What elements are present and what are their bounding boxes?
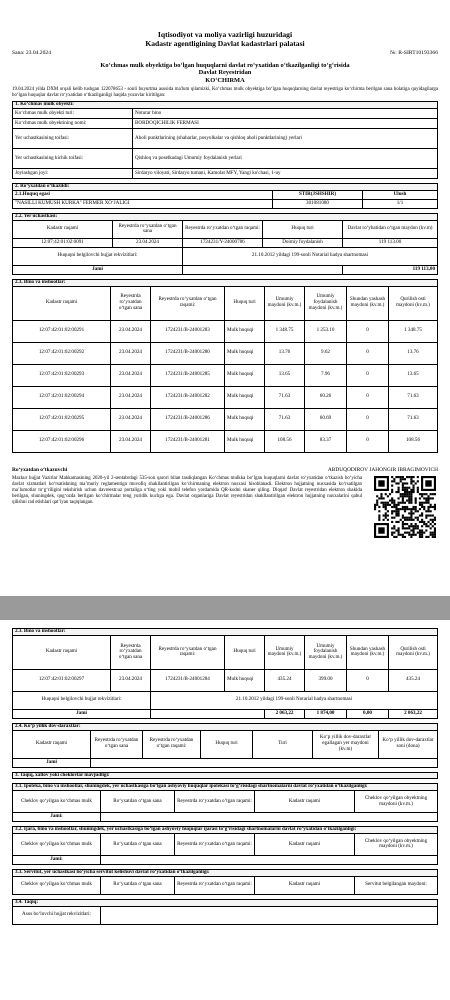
owner-stir: 301081080	[273, 200, 363, 209]
col-header: Huquq turi	[201, 730, 253, 758]
section-3-title: 3. Taqiq, xatlov yoki cheklovlar mavjudligi:	[13, 772, 438, 779]
col-header: Cheklov qo‘yilgan ko‘chmas mulk	[13, 876, 101, 894]
owner-share: 1/1	[363, 200, 438, 209]
col-header: Ro‘yxatdan o‘tgan sana	[101, 876, 175, 894]
issuer-line-1: Iqtisodiyot va moliya vazirligi huzuridagi	[157, 30, 293, 39]
total-label: Jami	[13, 709, 151, 718]
section-2-1-table	[12, 183, 438, 209]
col-header: Ro‘yxatdan o‘tgan sana	[101, 791, 175, 813]
cell: 12:07:42:01:02:0091	[13, 238, 113, 247]
section-2-3-continued-table	[12, 628, 438, 719]
cell: 23.04.2024	[111, 669, 151, 691]
col-header: Turi	[253, 730, 313, 758]
cell: 0	[347, 386, 389, 408]
empty-cell	[183, 265, 343, 274]
col-header: Kadastr raqami	[13, 220, 113, 238]
doc-meta	[0, 48, 450, 56]
cell: 0	[347, 364, 389, 386]
empty-cell	[151, 709, 265, 718]
section-2-3-title: 2.3. Bino va inshootlar:	[13, 279, 438, 286]
col-header: Reyestrda ro‘yxatdan o‘tgan sana	[111, 635, 151, 669]
cell: Mulk huquqi	[225, 320, 265, 342]
document-page-2	[0, 620, 450, 1000]
table-row	[13, 238, 438, 247]
cell: 71.63	[389, 386, 438, 408]
owner-name: "NASILLI KUMUSH KURKA" FERMER XO‘JALIGI	[13, 200, 273, 209]
col-header: Servitut belgilangan maydoni:	[355, 876, 438, 894]
col-header: Ko‘p yillik dov-daraxtlar soni (dona)	[379, 730, 438, 758]
col-header: Huquq turi	[263, 220, 343, 238]
col-header: Reyestrda ro‘yxatdan o‘tgan raqami:	[175, 833, 255, 855]
doc-number: №: R-SIRT10193366	[389, 50, 438, 56]
cell: 12:07:42:01:02:00293	[13, 364, 111, 386]
s1-value: Aholi punktlarining (shaharlar, posyolkalar va qishloq aholi punktlarining) yerlari	[133, 129, 438, 149]
section-2-4-title: 2.4. Ko‘p yillik dov-daraxtlar:	[13, 723, 438, 730]
cell: 108.56	[265, 430, 305, 452]
cell: 12:07:42:01:02:00297	[13, 669, 111, 691]
col-header: Kadastr raqami	[255, 876, 355, 894]
col-header: Shundan yashash maydoni (kv.m.)	[347, 286, 389, 320]
total-label: Jami	[13, 758, 91, 767]
doc-title	[0, 62, 450, 84]
section-2-3-title: 2.3. Bino va inshootlar:	[13, 629, 438, 636]
col-header: Umumiy maydoni (kv.m.)	[265, 286, 305, 320]
intro-paragraph: 19.04.2024 yilda DXM orqali kelib tushgan 122078653 - sonli buyurtma asosida ma'lum qilamizki, Ko‘chmas mulk obyektiga bo‘lgan huquqlarning davlat reyestriga ko‘chirma berilgan sana holatiga quyidagilarga bo‘lgan huquqlar davlat ro‘yxatidan o‘tkazilganligi haqida yozuvlar kiritilgan:	[12, 87, 438, 99]
col-header: Ro‘yxatdan o‘tgan sana	[101, 833, 175, 855]
col-header: Reyestrda ro‘yxatdan o‘tgan sana	[91, 730, 143, 758]
section-3-1-table	[12, 783, 438, 822]
registrar-name: ABDUQODIROV JAHONGIR IBRAGIMOVICH	[327, 466, 438, 473]
col-header: Kadastr raqami	[255, 791, 355, 813]
cell: 435.24	[265, 669, 305, 691]
issuer-line-2: Kadastr agentligining Davlat kadastrlari palatasi	[145, 39, 305, 48]
col-header: Ko‘p yillik dov-daraxtlar egallagan yer maydoni (kv.m)	[313, 730, 379, 758]
stir-header: STIR(JSHSHIR)	[273, 191, 363, 200]
cell: 1724231/B-24001281	[151, 430, 225, 452]
cell: 1724231/B-24001286	[151, 408, 225, 430]
col-header: Shundan yashash maydoni (kv.m.)	[347, 635, 389, 669]
cell: 1724231/B-24001280	[151, 342, 225, 364]
cell: 119 113.00	[343, 238, 438, 247]
legal-note: Mazkur hujjat Vazirlar Mahkamasining 2020-yil 2-sentabrdagi 535-son qarori bilan tasdiqlangan Ko‘chmas mulkka bo‘lgan huquqlarni davlat ro‘yxatidan o‘tkazish bo‘yicha davlat xizmatlari ko‘rsatishning ma’muriy reglamentiga muvofiq shakllantirilgan ko‘chirmaning elektron nusxasi hisoblanadi. Elektron hujjatning nusxasida ko‘rsatilgan ma’lumotlar to‘g‘riligini tekshirish uchun davreestr.uz portaliga o‘ting yoki mobil telefon yordamida QR-kodni skaner qiling. Diqqat! Davlat reyestridan elektron shaklda berilgan, shuningdek, qog‘ozda berilgan ko‘chirmalar teng yuridik kuchga ega. Davlat organlariga Davlat reyestridan shakllantirilgan elektron hujjatning nusxalarini qabul qilishni rad etishlari qat’iyan taqiqlangan.	[12, 475, 362, 505]
col-header: Reyestrda ro‘yxatdan o‘tgan raqami:	[151, 635, 225, 669]
section-3-2-title: 3.2. Ijara, bino va inshootlar, shuningdek, yer uchastkasiga bo‘lgan ashyoviy huquqlar ijarasi to‘g‘risidagi shartnomalarni davlat ro‘yxatidan o‘tkazilganligi:	[13, 827, 438, 834]
col-header: Qurilish osti maydoni (kv.m.)	[389, 286, 438, 320]
cell: 71.63	[265, 386, 305, 408]
col-header: Reyestrda ro‘yxatdan o‘tgan sana	[111, 286, 151, 320]
cell: Doimiy foydalanish	[263, 238, 343, 247]
s1-label: Yer uchastkasining toifasi:	[13, 129, 133, 149]
col-header: Huquq turi	[225, 635, 265, 669]
col-header: Kadastr raqami	[13, 286, 111, 320]
table-row	[13, 408, 438, 430]
col-header: Kadastr raqami	[13, 635, 111, 669]
col-header: Cheklov qo‘yilgan obyektning maydoni (kv.m.)	[355, 791, 438, 813]
cell: 1724231/B-24001284	[151, 669, 225, 691]
cell: 13.76	[265, 342, 305, 364]
table-row	[13, 386, 438, 408]
table-row	[13, 342, 438, 364]
col-header: Umumiy maydoni (kv.m.)	[265, 635, 305, 669]
s1-label: Ko‘chmas mulk obyektining nomi:	[13, 119, 133, 129]
doc-requisites-value: 21.10.2012 yildagi 199-sonli Notarial hadya shartnomasi	[151, 691, 438, 709]
cell: 12:07:42:01:02:00296	[13, 430, 111, 452]
cell: 60.26	[305, 386, 347, 408]
section-2-3-table	[12, 279, 438, 453]
section-3-3-title: 3.3. Servitut, yer uchastkasi bo‘yicha servitut kelishuvi davlat ro‘yxatidan o‘tkazilganligi:	[13, 869, 438, 876]
cell: Mulk huquqi	[225, 386, 265, 408]
table-row	[13, 669, 438, 691]
page-separator	[0, 596, 450, 620]
total-value: 1 874,00	[305, 709, 347, 718]
col-header: Reyestrda ro‘yxatdan o‘tgan sana	[113, 220, 183, 238]
section-1-title: 1. Ko‘chmas mulk obyekti:	[13, 102, 438, 109]
s1-value: Noturar bino	[133, 109, 438, 119]
section-3-4-title: 3.4. Taqiq:	[13, 899, 438, 906]
total-value: 119 113,00	[343, 265, 438, 274]
cell: 13.65	[389, 364, 438, 386]
section-2-title: 2. Ro‘yxatdan o‘tkazildi:	[13, 184, 438, 191]
doc-title-line-3: KO‘CHIRMA	[205, 76, 245, 84]
cell: 13.65	[265, 364, 305, 386]
empty-cell	[101, 906, 438, 924]
cell: 23.04.2024	[111, 342, 151, 364]
col-header: Reyestrda ro‘yxatdan o‘tgan raqami:	[151, 286, 225, 320]
cell: 23.04.2024	[111, 320, 151, 342]
col-header: Davlat ro‘yhatidan o‘tgan maydon (kv.m)	[343, 220, 438, 238]
cell: 13.76	[389, 342, 438, 364]
cell: 12:07:42:01:02:00292	[13, 342, 111, 364]
table-row	[13, 364, 438, 386]
cell: 23.04.2024	[111, 430, 151, 452]
doc-title-line-2: Davlat Reyestridan	[198, 69, 252, 77]
empty-cell	[101, 813, 438, 822]
total-label: Jami	[13, 265, 183, 274]
col-header: Qurilish osti maydoni (kv.m.)	[389, 635, 438, 669]
cell: 1724231/B-24001283	[151, 320, 225, 342]
section-2-4-table	[12, 723, 438, 768]
cell: 0	[347, 320, 389, 342]
cell: 7.96	[305, 364, 347, 386]
col-header: Cheklov qo‘yilgan obyektning maydoni (kv.m.)	[355, 833, 438, 855]
cell: 71.63	[265, 408, 305, 430]
cell: 0	[347, 342, 389, 364]
total-label: Jami:	[13, 813, 101, 822]
cell: 23.04.2024	[111, 386, 151, 408]
cell: 12:07:42:01:02:00294	[13, 386, 111, 408]
section-1-table	[12, 101, 438, 179]
s1-value: BORDOQICHILIK FERMASI	[133, 119, 438, 129]
section-3-2-table	[12, 826, 438, 865]
cell: 1724231/Y-24000786	[183, 238, 263, 247]
cell: 1724231/B-24001285	[151, 364, 225, 386]
col-header: Cheklov qo‘yilgan ko‘chmas mulk	[13, 833, 101, 855]
cell: 435.24	[389, 669, 438, 691]
total-label: Jami:	[13, 855, 101, 864]
cell: 12:07:42:01:02:00295	[13, 408, 111, 430]
signature-block	[0, 467, 450, 473]
cell: 0	[347, 430, 389, 452]
table-row	[13, 430, 438, 452]
section-2-2-title: 2.2. Yer uchastkasi:	[13, 214, 438, 221]
cell: 1 253.10	[305, 320, 347, 342]
cell: 12:07:42:01:02:00291	[13, 320, 111, 342]
empty-cell	[101, 855, 438, 864]
col-header: Reyestrda ro‘yxatdan o‘tgan raqami:	[183, 220, 263, 238]
col-header: Cheklov qo‘yilgan ko‘chmas mulk	[13, 791, 101, 813]
cell: 23.04.2024	[113, 238, 183, 247]
cell: Mulk huquqi	[225, 408, 265, 430]
col-header: Kadastr raqami	[255, 833, 355, 855]
col-header: Umumiy foydalanish maydoni (kv.m.)	[305, 635, 347, 669]
cell: 108.56	[389, 430, 438, 452]
doc-requisites-label: Huquqni belgilovchi hujjat rekvizitlari:	[13, 247, 183, 265]
doc-date: Sana: 23.04.2024	[12, 50, 51, 56]
cell: 0	[347, 408, 389, 430]
cell: 83.37	[305, 430, 347, 452]
cell: 23.04.2024	[111, 364, 151, 386]
section-3-1-title: 3.1. Ipoteka, bino va inshootlar, shuningdek, yer uchastkasiga bo‘lgan ashyoviy huquqlar ipotekasi to‘g‘risidagi shartnomalarni davlat ro‘yxatidan o‘tkazilganligi:	[13, 784, 438, 791]
doc-requisites-value: 21.10.2012 yildagi 199-sonli Notarial hadya shartnomasi	[183, 247, 438, 265]
qr-code-icon	[374, 476, 436, 538]
col-header: Reyestrda ro‘yxatdan o‘tgan raqami:	[175, 876, 255, 894]
share-header: Ulush	[363, 191, 438, 200]
table-row	[13, 320, 438, 342]
cell: 1 348.75	[389, 320, 438, 342]
col-header: Kadastr raqami	[13, 730, 91, 758]
owner-header: 2.1.Huquq egasi	[13, 191, 273, 200]
basis-doc-label: Asos bo‘luvchi hujjat rekvizitlari:	[13, 906, 101, 924]
s1-label: Yer uchastkasining kichik toifasi:	[13, 149, 133, 169]
s1-value: Qishloq va poselkadagi Umumiy foydalanish yerlari	[133, 149, 438, 169]
total-value: 0,00	[347, 709, 389, 718]
empty-cell	[91, 758, 438, 767]
s1-value: Sirdaryo viloyati, Sirdaryo tumani, Kamolat MFY, Yangi ko'chasi, 1-uy	[133, 169, 438, 179]
cell: 1724231/B-24001282	[151, 386, 225, 408]
total-value: 2 063,22	[389, 709, 438, 718]
cell: 23.04.2024	[111, 408, 151, 430]
col-header: Reyestrda ro‘yxatdan o‘tgan raqami:	[143, 730, 201, 758]
cell: Mulk huquqi	[225, 342, 265, 364]
cell: 399.00	[305, 669, 347, 691]
cell: 0	[347, 669, 389, 691]
legal-note-wrap	[0, 476, 450, 538]
s1-label: Joylashgan joyi:	[13, 169, 133, 179]
cell: 1 348.75	[265, 320, 305, 342]
cell: Mulk huquqi	[225, 669, 265, 691]
doc-requisites-label: Huquqni belgilovchi hujjat rekvizitlari:	[13, 691, 151, 709]
section-2-2-table	[12, 213, 438, 275]
cell: 71.63	[389, 408, 438, 430]
cell: Mulk huquqi	[225, 430, 265, 452]
doc-title-line-1: Ko‘chmas mulk obyektiga bo‘lgan huquqlarni davlat ro‘yxatidan o‘tkazilganligi to‘g‘risida	[100, 62, 350, 69]
registrar-label: Ro‘yxatdan o‘tkazuvchi	[12, 466, 68, 473]
section-3-3-table	[12, 869, 438, 895]
col-header: Huquq turi	[225, 286, 265, 320]
section-3-table	[12, 772, 438, 780]
section-3-4-table	[12, 899, 438, 925]
cell: 9.62	[305, 342, 347, 364]
col-header: Umumiy foydalanish maydoni (kv.m.)	[305, 286, 347, 320]
cell: Mulk huquqi	[225, 364, 265, 386]
s1-label: Ko‘chmas mulk obyekti turi:	[13, 109, 133, 119]
cell: 60.69	[305, 408, 347, 430]
col-header: Reyestrda ro‘yxatdan o‘tgan raqami:	[175, 791, 255, 813]
total-value: 2 063,22	[265, 709, 305, 718]
